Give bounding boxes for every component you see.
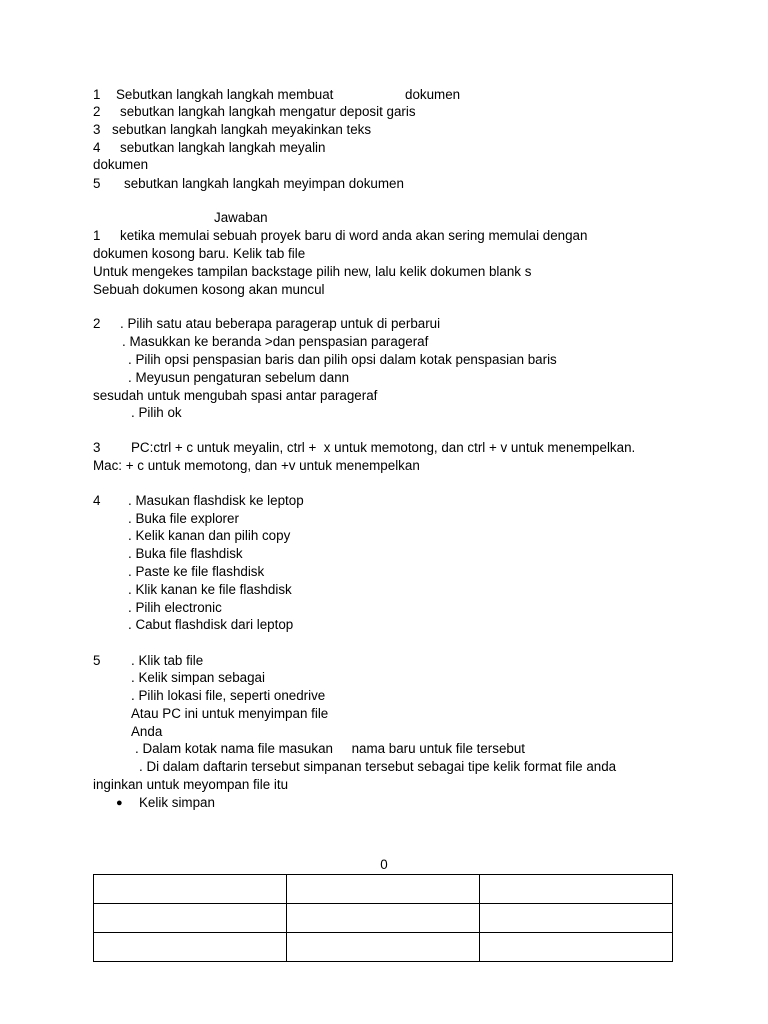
answer-4-line: . Pilih electronic: [128, 600, 222, 615]
answer-5-line: . Di dalam daftarin tersebut simpanan tersebut sebagai tipe kelik format file anda: [139, 759, 617, 774]
question-5-text: sebutkan langkah langkah meyimpan dokumen: [124, 176, 404, 191]
answer-5-line: Kelik simpan: [139, 795, 215, 810]
answer-2-line: . Pilih ok: [131, 405, 182, 420]
question-4-text: sebutkan langkah langkah meyalin: [120, 140, 326, 155]
answer-3-number: 3: [93, 440, 101, 455]
empty-table: [93, 874, 673, 962]
answer-1-line: Untuk mengekes tampilan backstage pilih new, lalu kelik dokumen blank s: [93, 264, 532, 279]
answer-2-line: . Pilih satu atau beberapa paragerap untuk di perbarui: [120, 316, 441, 331]
answer-2-line: . Masukkan ke beranda >dan penspasian parageraf: [122, 334, 429, 349]
answer-1-line: Sebuah dokumen kosong akan muncul: [93, 282, 325, 297]
table-cell: [94, 904, 287, 933]
answer-4-line: . Cabut flashdisk dari leptop: [128, 617, 294, 632]
answer-4-line: . Klik kanan ke file flashdisk: [128, 582, 292, 597]
answer-2-line: . Meyusun pengaturan sebelum dann: [128, 370, 350, 385]
answer-4-line: . Kelik kanan dan pilih copy: [128, 528, 291, 543]
answer-4-line: . Buka file flashdisk: [128, 546, 243, 561]
question-3-text: sebutkan langkah langkah meyakinkan teks: [112, 122, 372, 137]
question-1-text: Sebutkan langkah langkah membuat: [116, 87, 334, 102]
answer-3-line: Mac: + c untuk memotong, dan +v untuk menempelkan: [93, 458, 420, 473]
answer-2-number: 2: [93, 316, 101, 331]
question-1-text-end: dokumen: [405, 87, 461, 102]
answer-1-line: ketika memulai sebuah proyek baru di word anda akan sering memulai dengan: [120, 228, 588, 243]
question-3-number: 3: [93, 122, 101, 137]
table-cell: [94, 875, 287, 904]
answers-title: Jawaban: [214, 210, 268, 225]
question-5-number: 5: [93, 176, 101, 191]
table-cell: [480, 904, 673, 933]
answer-1-line: dokumen kosong baru. Kelik tab file: [93, 246, 306, 261]
answer-3-line: PC:ctrl + c untuk meyalin, ctrl + x untuk memotong, dan ctrl + v untuk menempelkan.: [131, 440, 636, 455]
answer-5-line: inginkan untuk meyompan file itu: [93, 777, 289, 792]
question-4-text-wrap: dokumen: [93, 157, 149, 172]
answer-2-line: . Pilih opsi penspasian baris dan pilih opsi dalam kotak penspasian baris: [128, 352, 557, 367]
page-number: 0: [380, 857, 388, 872]
table-cell: [287, 933, 480, 962]
answer-4-number: 4: [93, 493, 101, 508]
answer-4-line: . Masukan flashdisk ke leptop: [128, 493, 304, 508]
answer-5-line: . Kelik simpan sebagai: [131, 670, 265, 685]
answer-5-line: Atau PC ini untuk menyimpan file: [131, 706, 329, 721]
question-4-number: 4: [93, 140, 101, 155]
table-cell: [287, 875, 480, 904]
answer-5-line: . Dalam kotak nama file masukan nama baru untuk file tersebut: [135, 741, 526, 756]
answer-4-line: . Paste ke file flashdisk: [128, 564, 265, 579]
answer-5-line: Anda: [131, 724, 163, 739]
table-cell: [94, 933, 287, 962]
answer-5-number: 5: [93, 653, 101, 668]
table-row: [94, 904, 673, 933]
table-cell: [480, 875, 673, 904]
table-cell: [287, 904, 480, 933]
bullet-icon: ●: [116, 797, 123, 809]
answer-1-number: 1: [93, 228, 101, 243]
answer-4-line: . Buka file explorer: [128, 511, 239, 526]
answer-5-line: . Klik tab file: [131, 653, 204, 668]
answer-5-line: . Pilih lokasi file, seperti onedrive: [131, 688, 326, 703]
question-2-number: 2: [93, 104, 101, 119]
table-row: [94, 875, 673, 904]
question-2-text: sebutkan langkah langkah mengatur deposit garis: [120, 104, 416, 119]
table-row: [94, 933, 673, 962]
question-1-number: 1: [93, 87, 101, 102]
answer-2-line: sesudah untuk mengubah spasi antar parageraf: [93, 388, 378, 403]
table-cell: [480, 933, 673, 962]
